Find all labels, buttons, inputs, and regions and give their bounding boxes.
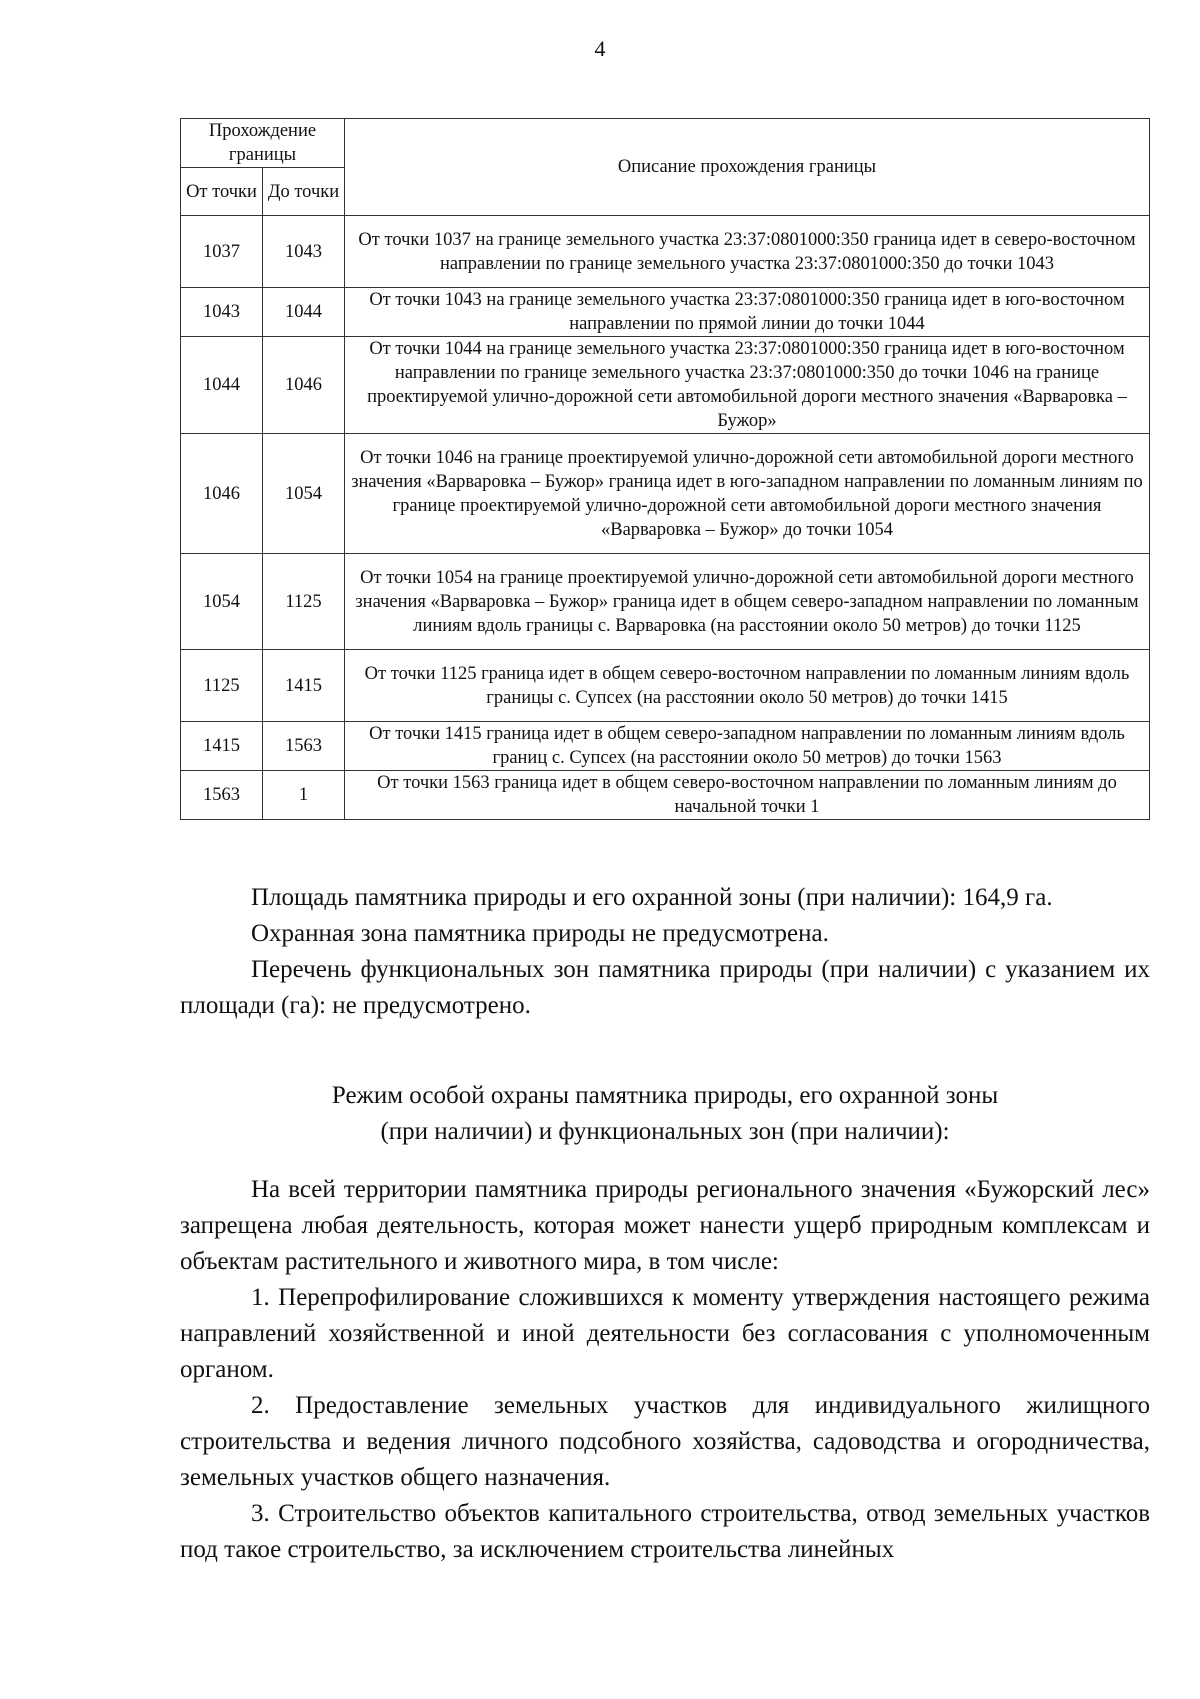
cell-from: 1046 xyxy=(181,434,263,554)
boundary-table xyxy=(180,118,1150,820)
cell-from: 1054 xyxy=(181,554,263,650)
area-section xyxy=(180,880,1150,1024)
table-row xyxy=(181,771,1150,820)
cell-to: 1125 xyxy=(263,554,345,650)
cell-from: 1125 xyxy=(181,650,263,722)
header-from-point: От точки xyxy=(181,168,263,216)
cell-to: 1046 xyxy=(263,337,345,434)
table-row xyxy=(181,216,1150,288)
cell-to: 1415 xyxy=(263,650,345,722)
cell-description: От точки 1054 на границе проектируемой улично-дорожной сети автомобильной дороги местного значения «Варваровка – Бужор» граница идет в общем северо-западном направлении по ломанным линиям вдоль границы с. Варваровка (на расстоянии около 50 метров) до точки 1125 xyxy=(345,554,1150,650)
area-paragraph: Площадь памятника природы и его охранной зоны (при наличии): 164,9 га. xyxy=(251,884,1053,911)
cell-description: От точки 1563 граница идет в общем северо-восточном направлении по ломанным линиям до начальной точки 1 xyxy=(345,771,1150,820)
cell-description: От точки 1125 граница идет в общем северо-восточном направлении по ломанным линиям вдоль границы с. Супсех (на расстоянии около 50 метров) до точки 1415 xyxy=(345,650,1150,722)
table-row xyxy=(181,337,1150,434)
list-item: 2. Предоставление земельных участков для индивидуального жилищного строительства и ведения личного подсобного хозяйства, садоводства и огородничества, земельных участков общего назначения. xyxy=(180,1392,1150,1491)
cell-from: 1563 xyxy=(181,771,263,820)
regime-heading-line-2: (при наличии) и функциональных зон (при наличии): xyxy=(380,1118,950,1145)
cell-description: От точки 1043 на границе земельного участка 23:37:0801000:350 граница идет в юго-восточном направлении по прямой линии до точки 1044 xyxy=(345,288,1150,337)
cell-description: От точки 1046 на границе проектируемой улично-дорожной сети автомобильной дороги местного значения «Варваровка – Бужор» граница идет в юго-западном направлении по ломанным линиям по границе проектируемой улично-дорожной сети автомобильной дороги местного значения «Варваровка – Бужор» до точки 1054 xyxy=(345,434,1150,554)
table-row xyxy=(181,288,1150,337)
cell-description: От точки 1044 на границе земельного участка 23:37:0801000:350 граница идет в юго-восточном направлении по границе земельного участка 23:37:0801000:350 до точки 1046 на границе проектируемой улично-дорожной сети автомобильной дороги местного значения «Варваровка – Бужор» xyxy=(345,337,1150,434)
cell-to: 1044 xyxy=(263,288,345,337)
list-item: 3. Строительство объектов капитального строительства, отвод земельных участков под такое строительство, за исключением строительства линейных xyxy=(180,1500,1150,1563)
regime-section xyxy=(180,1172,1150,1568)
cell-from: 1044 xyxy=(181,337,263,434)
regime-intro-paragraph: На всей территории памятника природы регионального значения «Бужорский лес» запрещена любая деятельность, которая может нанести ущерб природным комплексам и объектам растительного и животного мира, в том числе: xyxy=(180,1176,1150,1275)
cell-description: От точки 1415 граница идет в общем северо-западном направлении по ломанным линиям вдоль границ с. Супсех (на расстоянии около 50 метров) до точки 1563 xyxy=(345,722,1150,771)
header-description: Описание прохождения границы xyxy=(345,119,1150,216)
table-row xyxy=(181,434,1150,554)
list-item: 1. Перепрофилирование сложившихся к моменту утверждения настоящего режима направлений хозяйственной и иной деятельности без согласования с уполномоченным органом. xyxy=(180,1284,1150,1383)
table-row xyxy=(181,554,1150,650)
cell-from: 1037 xyxy=(181,216,263,288)
regime-heading xyxy=(180,1078,1150,1150)
header-boundary-passage: Прохождение границы xyxy=(181,119,345,168)
cell-to: 1054 xyxy=(263,434,345,554)
regime-heading-line-1: Режим особой охраны памятника природы, его охранной зоны xyxy=(331,1082,999,1109)
cell-description: От точки 1037 на границе земельного участка 23:37:0801000:350 граница идет в северо-восточном направлении по границе земельного участка 23:37:0801000:350 до точки 1043 xyxy=(345,216,1150,288)
functional-zones-paragraph: Перечень функциональных зон памятника природы (при наличии) с указанием их площади (га): не предусмотрено. xyxy=(180,956,1150,1019)
protection-zone-paragraph: Охранная зона памятника природы не предусмотрена. xyxy=(251,920,829,947)
cell-from: 1043 xyxy=(181,288,263,337)
header-to-point: До точки xyxy=(263,168,345,216)
table-row xyxy=(181,650,1150,722)
table-row xyxy=(181,722,1150,771)
cell-to: 1043 xyxy=(263,216,345,288)
cell-from: 1415 xyxy=(181,722,263,771)
cell-to: 1 xyxy=(263,771,345,820)
cell-to: 1563 xyxy=(263,722,345,771)
page-number: 4 xyxy=(594,36,606,61)
